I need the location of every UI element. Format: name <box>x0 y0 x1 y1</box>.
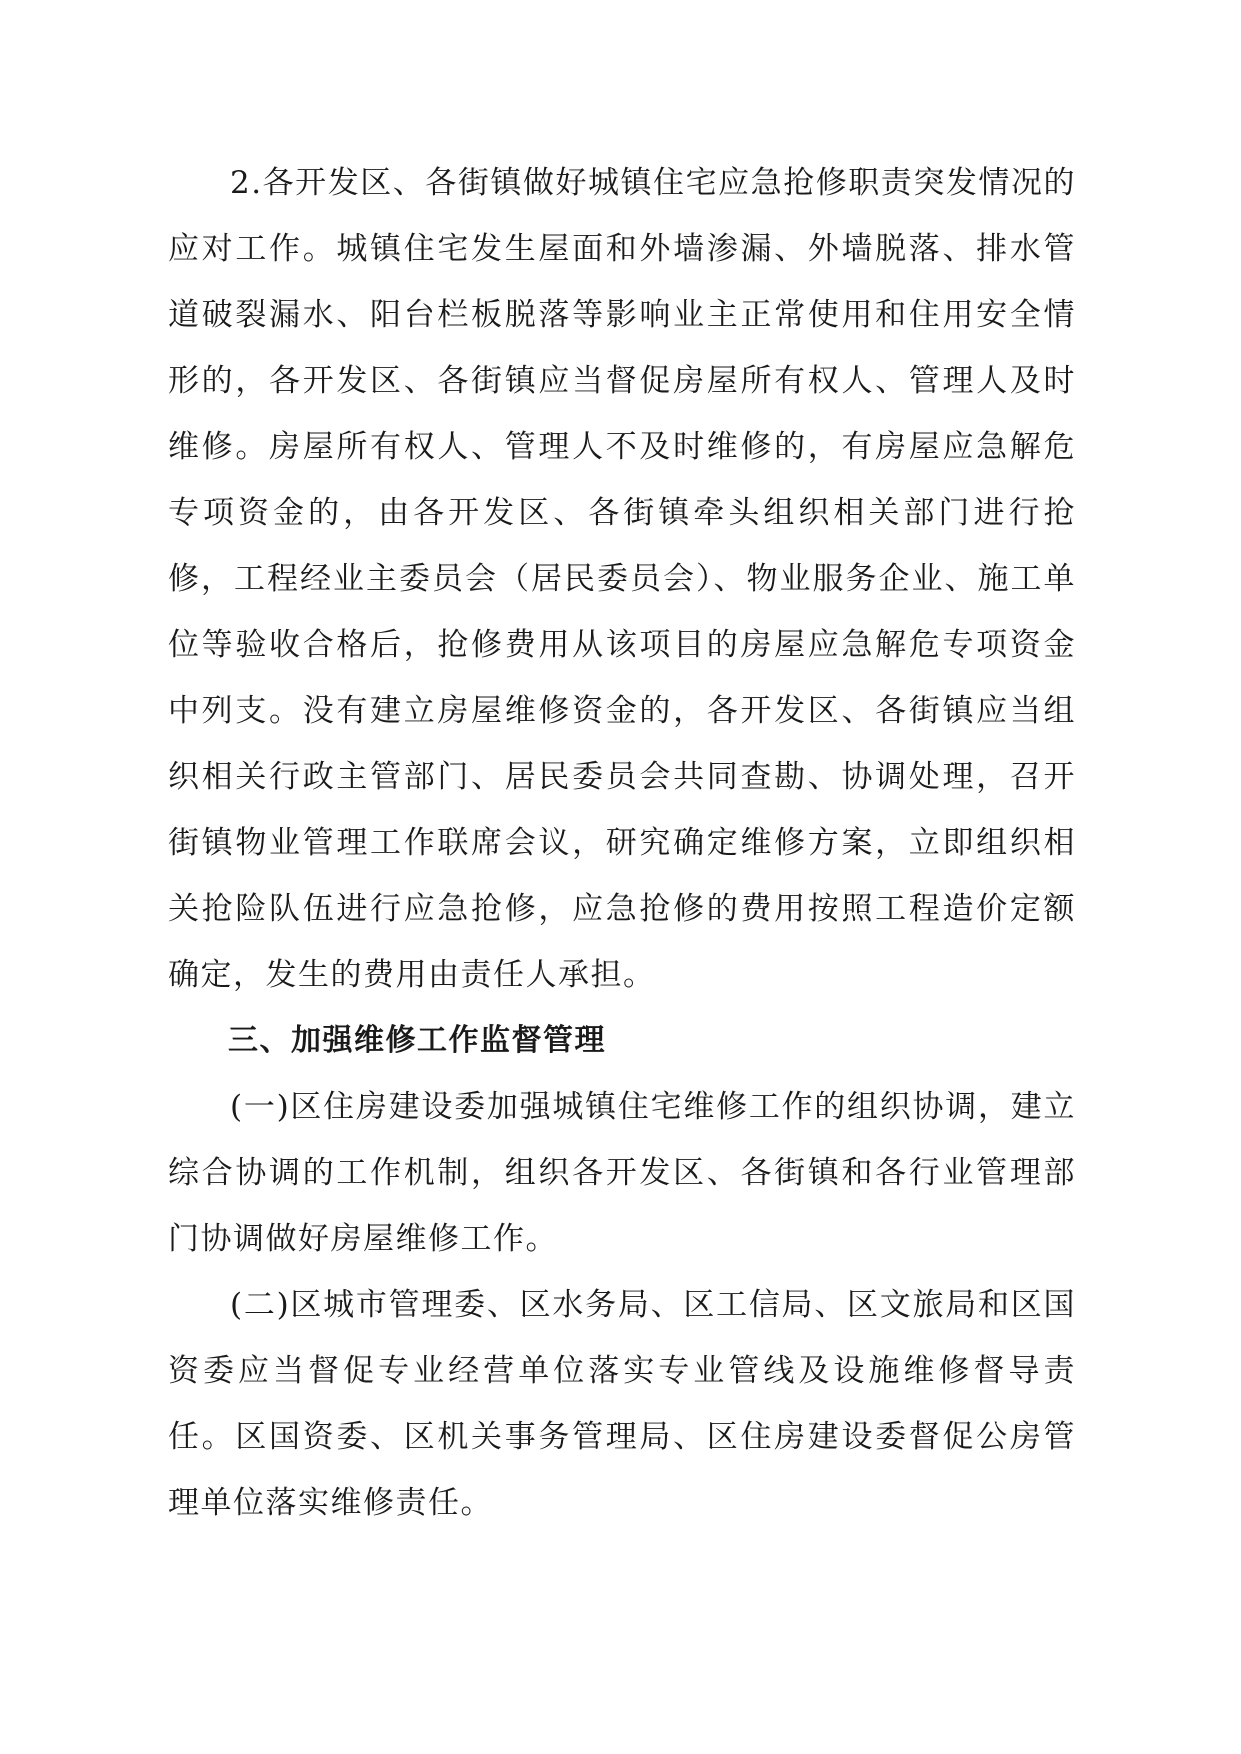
section-heading-supervision: 三、加强维修工作监督管理 <box>228 1023 606 1058</box>
paragraph-item-1: (一)区住房建设委加强城镇住宅维修工作的组织协调，建立综合协调的工作机制，组织各开发区、各街镇和各行业管理部门协调做好房屋维修工作。 <box>168 1089 1076 1257</box>
paragraph-emergency-repair: 2.各开发区、各街镇做好城镇住宅应急抢修职责突发情况的应对工作。城镇住宅发生屋面和外墙渗漏、外墙脱落、排水管道破裂漏水、阳台栏板脱落等影响业主正常使用和住用安全情形的，各开发区、各街镇应当督促房屋所有权人、管理人及时维修。房屋所有权人、管理人不及时维修的，有房屋应急解危专项资金的，由各开发区、各街镇牵头组织相关部门进行抢修，工程经业主委员会（居民委员会）、物业服务企业、施工单位等验收合格后，抢修费用从该项目的房屋应急解危专项资金中列支。没有建立房屋维修资金的，各开发区、各街镇应当组织相关行政主管部门、居民委员会共同查勘、协调处理，召开街镇物业管理工作联席会议，研究确定维修方案，立即组织相关抢险队伍进行应急抢修，应急抢修的费用按照工程造价定额确定，发生的费用由责任人承担。 <box>168 165 1076 993</box>
paragraph-item-2: (二)区城市管理委、区水务局、区工信局、区文旅局和区国资委应当督促专业经营单位落实专业管线及设施维修督导责任。区国资委、区机关事务管理局、区住房建设委督促公房管理单位落实维修责任。 <box>168 1287 1076 1521</box>
document-body <box>168 150 1076 1536</box>
